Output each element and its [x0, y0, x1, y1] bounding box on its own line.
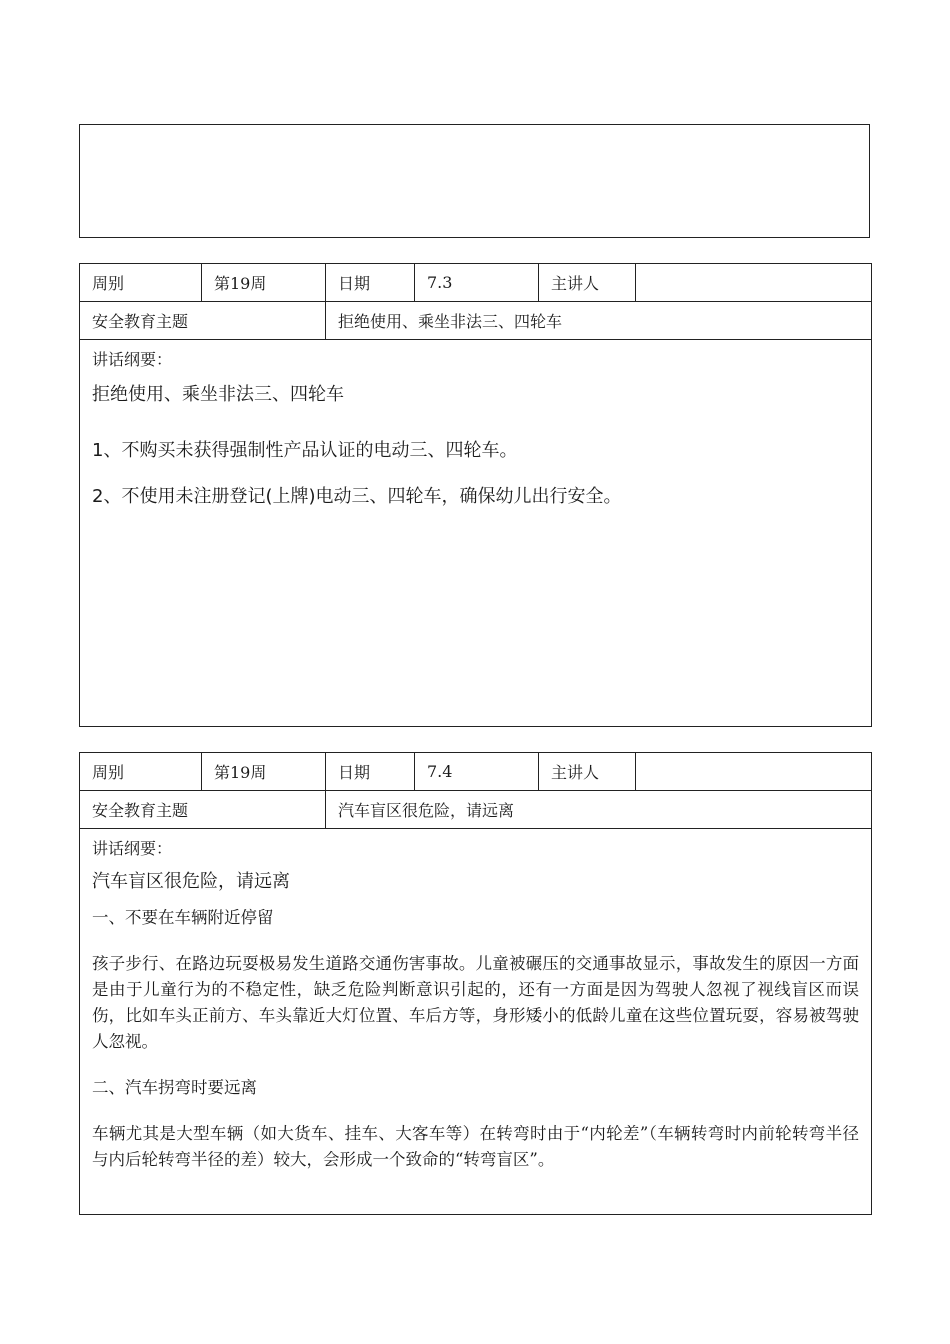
header-row	[80, 753, 872, 791]
week-value: 第19周	[202, 264, 326, 302]
topic-row	[80, 302, 872, 340]
topic-label: 安全教育主题	[80, 302, 326, 340]
outline-cell	[80, 340, 872, 727]
header-row	[80, 264, 872, 302]
week-label: 周别	[80, 753, 202, 791]
date-label: 日期	[326, 264, 415, 302]
outline-title: 汽车盲区很危险，请远离	[92, 871, 290, 892]
safety-lesson-table-1	[79, 263, 872, 727]
topic-label: 安全教育主题	[80, 791, 326, 829]
topic-row	[80, 791, 872, 829]
outline-cell	[80, 829, 872, 1215]
outline-row	[80, 829, 872, 1215]
point-1: 1、不购买未获得强制性产品认证的电动三、四轮车。	[92, 440, 518, 461]
speaker-label: 主讲人	[539, 753, 636, 791]
empty-top-box	[79, 124, 870, 238]
outline-title: 拒绝使用、乘坐非法三、四轮车	[92, 384, 344, 405]
week-value: 第19周	[202, 753, 326, 791]
section-1-heading: 一、不要在车辆附近停留	[92, 908, 274, 927]
date-value: 7.3	[415, 264, 539, 302]
date-value: 7.4	[415, 753, 539, 791]
outline-row	[80, 340, 872, 727]
topic-value: 汽车盲区很危险，请远离	[326, 791, 872, 829]
outline-label: 讲话纲要：	[92, 350, 173, 369]
speaker-value	[636, 753, 872, 791]
point-2: 2、不使用未注册登记(上牌)电动三、四轮车，确保幼儿出行安全。	[92, 486, 622, 507]
outline-label: 讲话纲要：	[92, 839, 173, 858]
safety-lesson-table-2	[79, 752, 872, 1215]
week-label: 周别	[80, 264, 202, 302]
section-1-text: 孩子步行、在路边玩耍极易发生道路交通伤害事故。儿童被碾压的交通事故显示，事故发生的原因一方面是由于儿童行为的不稳定性，缺乏危险判断意识引起的，还有一方面是因为驾驶人忽视了视线盲区而误伤，比如车头正前方、车头靠近大灯位置、车后方等，身形矮小的低龄儿童在这些位置玩耍，容易被驾驶人忽视。	[92, 954, 859, 1051]
section-2-heading: 二、汽车拐弯时要远离	[92, 1078, 257, 1097]
speaker-label: 主讲人	[539, 264, 636, 302]
topic-value: 拒绝使用、乘坐非法三、四轮车	[326, 302, 872, 340]
date-label: 日期	[326, 753, 415, 791]
section-2-text: 车辆尤其是大型车辆（如大货车、挂车、大客车等）在转弯时由于“内轮差”（车辆转弯时内前轮转弯半径与内后轮转弯半径的差）较大，会形成一个致命的“转弯盲区”。	[92, 1124, 859, 1169]
speaker-value	[636, 264, 872, 302]
